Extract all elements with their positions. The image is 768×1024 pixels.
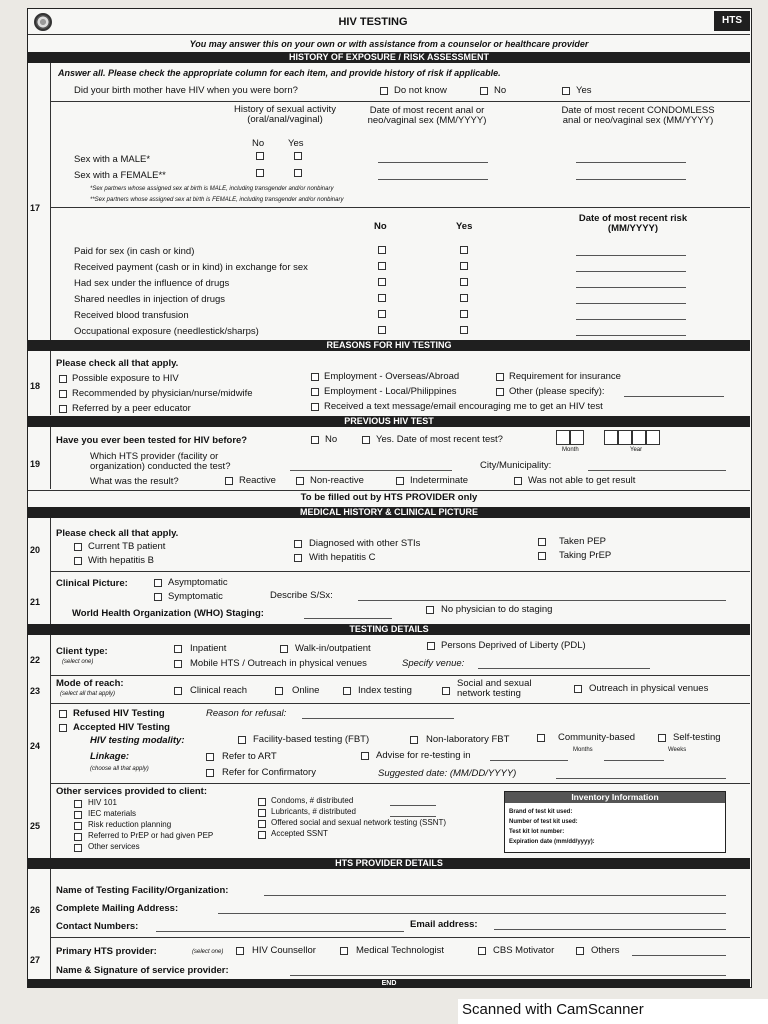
reason-label: Other (please specify): [509, 386, 605, 397]
reason-label: Employment - Local/Philippines [324, 386, 457, 397]
year-digit-box[interactable] [618, 430, 632, 445]
modality-checkbox[interactable] [410, 736, 418, 744]
medical-label: With hepatitis B [88, 555, 154, 566]
reason-checkbox[interactable] [496, 373, 504, 381]
provider-others-field[interactable] [632, 955, 726, 956]
month-digit-box[interactable] [556, 430, 570, 445]
client-type-option: Walk-in/outpatient [295, 643, 371, 654]
reason-label: Referred by a peer educator [72, 403, 191, 414]
risk-yes-checkbox[interactable] [460, 246, 468, 254]
refer-art-label: Refer to ART [222, 751, 277, 762]
client-type-option: Inpatient [190, 643, 227, 654]
contact-field[interactable] [156, 931, 404, 932]
result-label: Reactive [239, 475, 276, 486]
risk-date-field[interactable] [576, 319, 686, 320]
mode-reach-sub: (select all that apply) [60, 691, 116, 697]
refused-checkbox[interactable] [59, 710, 67, 718]
refer-art-checkbox[interactable] [206, 753, 214, 761]
service-option: Lubricants, # distributed [271, 807, 356, 816]
provider-type-radio[interactable] [340, 947, 348, 955]
provider-type-option: Others [591, 945, 620, 956]
primary-provider-sub: (select one) [192, 949, 224, 955]
birth-dont-know-label: Do not know [394, 85, 447, 96]
risk-date-field[interactable] [576, 255, 686, 256]
risk-label: Occupational exposure (needlestick/sharps) [74, 326, 259, 337]
suggested-date-label: Suggested date: (MM/DD/YYYY) [378, 768, 517, 779]
city-field[interactable] [588, 470, 726, 471]
client-type-radio[interactable] [280, 645, 288, 653]
sex-male-no-checkbox[interactable] [256, 152, 264, 160]
risk-col-no: No [374, 221, 387, 232]
intro-text: You may answer this on your own or with assistance from a counselor or healthcare provider [189, 39, 589, 49]
accepted-label: Accepted HIV Testing [73, 722, 170, 733]
provider-type-option: HIV Counsellor [252, 945, 316, 956]
medical-label: Taken PEP [559, 536, 606, 547]
reason-checkbox[interactable] [311, 403, 319, 411]
mode-reach-checkbox[interactable] [574, 685, 582, 693]
tested-no-label: No [325, 434, 338, 445]
service-option: Other services [88, 842, 140, 851]
num-22: 22 [30, 655, 41, 665]
suggested-date-field[interactable] [556, 778, 726, 779]
service-option: IEC materials [88, 809, 137, 818]
reason-checkbox[interactable] [311, 388, 319, 396]
email-label: Email address: [410, 919, 478, 930]
symptomatic-label: Symptomatic [168, 591, 223, 602]
email-field[interactable] [494, 929, 726, 930]
service-checkbox[interactable] [258, 820, 266, 828]
facility-field[interactable] [264, 895, 726, 896]
risk-col-date: Date of most recent risk (MM/YYYY) [578, 213, 688, 235]
linkage-sub: (choose all that apply) [90, 766, 149, 772]
service-checkbox[interactable] [74, 822, 82, 830]
mode-reach-label: Mode of reach: [56, 678, 124, 689]
section-previous: PREVIOUS HIV TEST [28, 416, 750, 427]
hts-badge: HTS [714, 11, 750, 31]
risk-no-checkbox[interactable] [378, 278, 386, 286]
refused-label: Refused HIV Testing [73, 708, 165, 719]
tested-yes-label: Yes. Date of most recent test? [376, 434, 503, 445]
describe-field[interactable] [358, 600, 726, 601]
q18-instruction: Please check all that apply. [56, 358, 179, 369]
risk-yes-checkbox[interactable] [460, 326, 468, 334]
risk-label: Had sex under the influence of drugs [74, 278, 230, 289]
service-option: Referred to PrEP or had given PEP [88, 831, 214, 840]
who-staging-label: World Health Organization (WHO) Staging: [72, 608, 264, 619]
risk-label: Received payment (cash or in kind) in exchange for sex [74, 262, 308, 273]
birth-no-label: No [494, 85, 507, 96]
medical-checkbox[interactable] [538, 552, 546, 560]
inventory-field[interactable]: Number of test kit used: [509, 819, 578, 825]
medical-label: Diagnosed with other STIs [309, 538, 421, 549]
other-services-label: Other services provided to client: [56, 786, 207, 797]
asymptomatic-checkbox[interactable] [154, 579, 162, 587]
inventory-field[interactable]: Expiration date (mm/dd/yyyy): [509, 839, 595, 845]
service-checkbox[interactable] [74, 844, 82, 852]
refer-conf-label: Refer for Confirmatory [222, 767, 316, 778]
provider-type-option: CBS Motivator [493, 945, 555, 956]
primary-provider-label: Primary HTS provider: [56, 946, 157, 957]
risk-label: Shared needles in injection of drugs [74, 294, 226, 305]
symptomatic-checkbox[interactable] [154, 593, 162, 601]
medical-checkbox[interactable] [74, 557, 82, 565]
section-history: HISTORY OF EXPOSURE / RISK ASSESSMENT [28, 52, 750, 63]
medical-checkbox[interactable] [294, 554, 302, 562]
reason-checkbox[interactable] [59, 390, 67, 398]
service-option: HIV 101 [88, 798, 117, 807]
client-type-option: Mobile HTS / Outreach in physical venues [190, 658, 367, 669]
hiv-testing-form [27, 8, 752, 988]
contact-label: Contact Numbers: [56, 921, 139, 932]
client-type-label: Client type: [56, 646, 108, 657]
risk-date-field[interactable] [576, 335, 686, 336]
modality-option: Community-based [558, 732, 636, 743]
risk-no-checkbox[interactable] [378, 326, 386, 334]
medical-label: Current TB patient [88, 541, 166, 552]
mode-reach-option: Social and sexual network testing [457, 678, 532, 700]
clinical-label: Clinical Picture: [56, 578, 128, 589]
birth-mother-question: Did your birth mother have HIV when you were born? [74, 85, 298, 96]
result-label: Non-reactive [310, 475, 364, 486]
months-field[interactable] [490, 760, 568, 761]
signature-field[interactable] [290, 975, 726, 976]
who-staging-field[interactable] [304, 618, 392, 619]
no-physician-checkbox[interactable] [426, 606, 434, 614]
no-physician-label: No physician to do staging [441, 604, 553, 615]
medical-label: Taking PrEP [559, 550, 612, 561]
num-26: 26 [30, 905, 41, 915]
reason-other-field[interactable] [624, 396, 724, 397]
refer-conf-checkbox[interactable] [206, 769, 214, 777]
reason-label: Requirement for insurance [509, 371, 621, 382]
weeks-label: Weeks [668, 747, 687, 753]
reason-refusal-label: Reason for refusal: [206, 708, 287, 719]
risk-no-checkbox[interactable] [378, 262, 386, 270]
venue-field[interactable] [478, 668, 650, 669]
mode-reach-option: Clinical reach [190, 685, 248, 696]
inventory-field[interactable]: Test kit lot number: [509, 829, 565, 835]
num-17: 17 [30, 203, 41, 213]
client-type-radio[interactable] [427, 642, 435, 650]
mode-reach-option: Online [292, 685, 320, 696]
year-label: Year [630, 447, 643, 453]
client-type-radio[interactable] [174, 660, 182, 668]
medical-checkbox[interactable] [538, 538, 546, 546]
note-female: **Sex partners whose assigned sex at birth is FEMALE, including transgender and/or nonbinary [90, 197, 344, 203]
section-testing: TESTING DETAILS [28, 624, 750, 635]
provider-field[interactable] [290, 470, 452, 471]
inventory-field[interactable]: Brand of test kit used: [509, 809, 573, 815]
address-label: Complete Mailing Address: [56, 903, 179, 914]
service-option: Condoms, # distributed [271, 796, 354, 805]
service-checkbox[interactable] [258, 798, 266, 806]
advise-label: Advise for re-testing in [376, 750, 471, 761]
risk-label: Paid for sex (in cash or kind) [74, 246, 195, 257]
result-question: What was the result? [90, 476, 179, 487]
service-checkbox[interactable] [74, 833, 82, 841]
provider-type-radio[interactable] [576, 947, 584, 955]
year-digit-box[interactable] [604, 430, 618, 445]
sex-female-condomless-field[interactable] [576, 179, 686, 180]
num-24: 24 [30, 741, 41, 751]
birth-dont-know-checkbox[interactable] [380, 87, 388, 95]
risk-date-field[interactable] [576, 287, 686, 288]
q19-question: Have you ever been tested for HIV before? [56, 435, 248, 446]
section-reasons: REASONS FOR HIV TESTING [28, 340, 750, 351]
num-25: 25 [30, 821, 41, 831]
reason-label: Employment - Overseas/Abroad [324, 371, 460, 382]
num-19: 19 [30, 459, 41, 469]
venue-label: Specify venue: [402, 658, 465, 669]
provider-type-radio[interactable] [236, 947, 244, 955]
risk-date-field[interactable] [576, 303, 686, 304]
service-option: Accepted SSNT [271, 829, 328, 838]
sex-female-no-checkbox[interactable] [256, 169, 264, 177]
modality-option: Self-testing [673, 732, 721, 743]
client-type-sub: (select one) [62, 659, 94, 665]
client-type-radio[interactable] [174, 645, 182, 653]
provider-question: Which HTS provider (facility or organization) conducted the test? [90, 451, 231, 473]
provider-type-radio[interactable] [478, 947, 486, 955]
result-checkbox[interactable] [514, 477, 522, 485]
provider-type-option: Medical Technologist [356, 945, 445, 956]
section-medical: MEDICAL HISTORY & CLINICAL PICTURE [28, 507, 750, 518]
risk-yes-checkbox[interactable] [460, 310, 468, 318]
col-yes-header: Yes [288, 138, 304, 149]
tested-no-checkbox[interactable] [311, 436, 319, 444]
facility-label: Name of Testing Facility/Organization: [56, 885, 229, 896]
tested-yes-checkbox[interactable] [362, 436, 370, 444]
sex-male-yes-checkbox[interactable] [294, 152, 302, 160]
sex-female-label: Sex with a FEMALE** [74, 170, 166, 181]
reason-checkbox[interactable] [59, 375, 67, 383]
mode-reach-checkbox[interactable] [343, 687, 351, 695]
modality-option: Facility-based testing (FBT) [253, 734, 370, 745]
risk-no-checkbox[interactable] [378, 246, 386, 254]
risk-yes-checkbox[interactable] [460, 262, 468, 270]
linkage-label: Linkage: [90, 751, 130, 762]
risk-date-field[interactable] [576, 271, 686, 272]
reason-label: Received a text message/email encouraging me to get an HIV test [324, 401, 603, 412]
sex-female-yes-checkbox[interactable] [294, 169, 302, 177]
sex-female-recent-field[interactable] [378, 179, 488, 180]
accepted-checkbox[interactable] [59, 724, 67, 732]
num-23: 23 [30, 686, 41, 696]
service-option: Risk reduction planning [88, 820, 172, 829]
months-label: Months [573, 747, 593, 753]
form-title: HIV TESTING [338, 16, 408, 28]
risk-label: Received blood transfusion [74, 310, 189, 321]
result-checkbox[interactable] [225, 477, 233, 485]
service-checkbox[interactable] [258, 809, 266, 817]
reason-label: Recommended by physician/nurse/midwife [72, 388, 253, 399]
advise-checkbox[interactable] [361, 752, 369, 760]
sex-male-condomless-field[interactable] [576, 162, 686, 163]
year-digit-box[interactable] [646, 430, 660, 445]
condoms-count-field[interactable] [390, 805, 436, 806]
risk-col-yes: Yes [456, 221, 473, 232]
asymptomatic-label: Asymptomatic [168, 577, 228, 588]
inventory-title: Inventory Information [505, 792, 725, 803]
num-20: 20 [30, 545, 41, 555]
result-label: Was not able to get result [528, 475, 636, 486]
col-history-header: History of sexual activity (oral/anal/vaginal) [234, 104, 336, 126]
col-recent-header: Date of most recent anal or neo/vaginal sex (MM/YYYY) [367, 105, 487, 127]
weeks-field[interactable] [604, 760, 664, 761]
client-type-option: Persons Deprived of Liberty (PDL) [441, 640, 586, 651]
modality-checkbox[interactable] [537, 734, 545, 742]
risk-yes-checkbox[interactable] [460, 278, 468, 286]
modality-label: HIV testing modality: [90, 735, 185, 746]
medical-checkbox[interactable] [74, 543, 82, 551]
mode-reach-option: Index testing [358, 685, 412, 696]
medical-checkbox[interactable] [294, 540, 302, 548]
medical-label: With hepatitis C [309, 552, 376, 563]
risk-no-checkbox[interactable] [378, 294, 386, 302]
col-condomless-header: Date of most recent CONDOMLESS anal or neo/vaginal sex (MM/YYYY) [561, 105, 715, 127]
num-21: 21 [30, 597, 41, 607]
mode-reach-checkbox[interactable] [174, 687, 182, 695]
mode-reach-option: Outreach in physical venues [589, 683, 709, 694]
mode-reach-checkbox[interactable] [442, 687, 450, 695]
service-checkbox[interactable] [258, 831, 266, 839]
section-provider: HTS PROVIDER DETAILS [28, 858, 750, 869]
reason-checkbox[interactable] [311, 373, 319, 381]
num-27: 27 [30, 955, 41, 965]
lubricants-count-field[interactable] [390, 816, 436, 817]
month-digit-box[interactable] [570, 430, 584, 445]
scanner-watermark: Scanned with CamScanner [458, 999, 768, 1024]
num-18: 18 [30, 381, 41, 391]
birth-yes-label: Yes [576, 85, 592, 96]
month-label: Month [562, 447, 579, 453]
provider-only-note: To be filled out by HTS PROVIDER only [300, 492, 478, 503]
q20-instruction: Please check all that apply. [56, 528, 179, 539]
risk-yes-checkbox[interactable] [460, 294, 468, 302]
reason-checkbox[interactable] [496, 388, 504, 396]
modality-option: Non-laboratory FBT [426, 734, 510, 745]
mode-reach-checkbox[interactable] [275, 687, 283, 695]
result-label: Indeterminate [410, 475, 469, 486]
service-checkbox[interactable] [74, 811, 82, 819]
year-digit-box[interactable] [632, 430, 646, 445]
note-male: *Sex partners whose assigned sex at birth is MALE, including transgender and/or nonbinary [90, 186, 334, 192]
q17-instruction: Answer all. Please check the appropriate column for each item, and provide history of risk if applicable. [58, 68, 501, 78]
modality-checkbox[interactable] [658, 734, 666, 742]
reason-checkbox[interactable] [59, 405, 67, 413]
result-checkbox[interactable] [396, 477, 404, 485]
service-checkbox[interactable] [74, 800, 82, 808]
col-no-header: No [252, 138, 265, 149]
result-checkbox[interactable] [296, 477, 304, 485]
risk-no-checkbox[interactable] [378, 310, 386, 318]
service-option: Offered social and sexual network testing (SSNT) [271, 818, 447, 827]
signature-label: Name & Signature of service provider: [56, 965, 229, 976]
modality-checkbox[interactable] [238, 736, 246, 744]
address-field[interactable] [218, 913, 726, 914]
sex-male-recent-field[interactable] [378, 162, 488, 163]
birth-no-checkbox[interactable] [480, 87, 488, 95]
city-label: City/Municipality: [480, 460, 552, 471]
birth-yes-checkbox[interactable] [562, 87, 570, 95]
describe-label: Describe S/Sx: [270, 590, 333, 601]
reason-refusal-field[interactable] [302, 718, 454, 719]
sex-male-label: Sex with a MALE* [74, 154, 151, 165]
section-end: END [28, 979, 750, 988]
reason-label: Possible exposure to HIV [72, 373, 179, 384]
